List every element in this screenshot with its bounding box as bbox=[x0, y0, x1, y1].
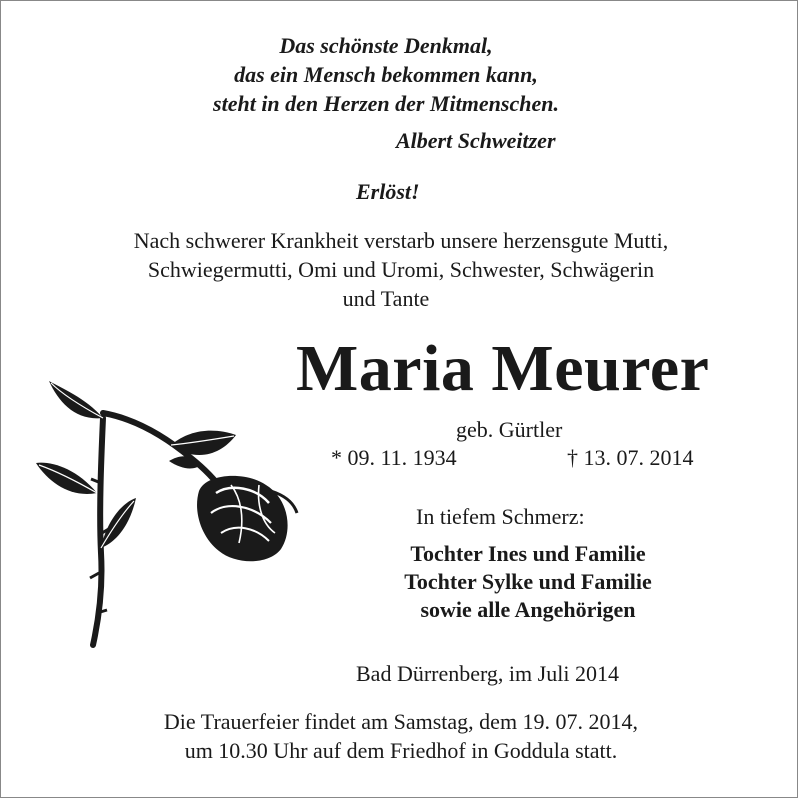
mourners-heading: In tiefem Schmerz: bbox=[416, 504, 585, 529]
deceased-name: Maria Meurer bbox=[296, 332, 710, 405]
quote-author: Albert Schweitzer bbox=[396, 128, 556, 153]
intro-line: und Tante bbox=[342, 286, 430, 311]
ceremony-text bbox=[1, 707, 800, 765]
birth-name: geb. Gürtler bbox=[456, 417, 563, 442]
intro-line: Schwiegermutti, Omi und Uromi, Schwester, Schwägerin bbox=[147, 257, 655, 282]
intro-text bbox=[1, 226, 800, 313]
mourner-line: Tochter Sylke und Familie bbox=[404, 569, 652, 594]
death-date: † 13. 07. 2014 bbox=[567, 445, 694, 470]
birth-date: * 09. 11. 1934 bbox=[331, 445, 457, 470]
intro-line: Nach schwerer Krankheit verstarb unsere herzensgute Mutti, bbox=[133, 228, 669, 253]
mourner-line: Tochter Ines und Familie bbox=[410, 541, 646, 566]
exclamation: Erlöst! bbox=[356, 179, 420, 204]
rose-illustration bbox=[31, 373, 301, 653]
mourners-list bbox=[368, 540, 688, 624]
place-date: Bad Dürrenberg, im Juli 2014 bbox=[356, 661, 619, 686]
quote-line: steht in den Herzen der Mitmenschen. bbox=[213, 91, 559, 116]
quote-line: das ein Mensch bekommen kann, bbox=[234, 62, 538, 87]
ceremony-line: um 10.30 Uhr auf dem Friedhof in Goddula statt. bbox=[184, 738, 618, 763]
quote-block bbox=[1, 31, 800, 118]
mourner-line: sowie alle Angehörigen bbox=[420, 597, 636, 622]
ceremony-line: Die Trauerfeier findet am Samstag, dem 19. 07. 2014, bbox=[163, 709, 639, 734]
quote-line: Das schönste Denkmal, bbox=[279, 33, 493, 58]
